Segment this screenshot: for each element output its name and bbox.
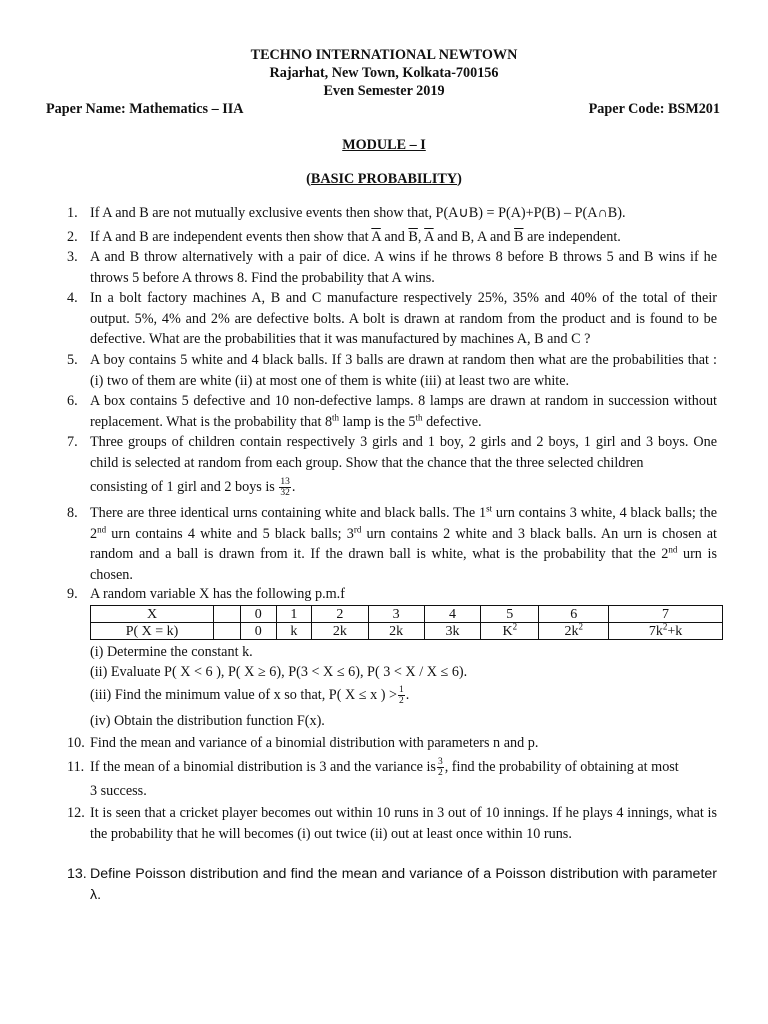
question-4-text: In a bolt factory machines A, B and C manufacture respectively 25%, 35% and 40% of the total of their output. 5%, 4% and 2% are defective bolts. A bolt is drawn at random from the product and is found to be defective. What are the probabilities that it was manufactured by machines A, B and C ? — [90, 290, 717, 347]
question-1: 1. If A and B are not mutually exclusive events then show that, P(A∪B) = P(A)+P(B) – P(A∩B). — [67, 203, 717, 224]
institute-address: Rajarhat, New Town, Kolkata-700156 — [269, 65, 499, 81]
question-7: 7. Three groups of children contain respectively 3 girls and 1 boy, 2 girls and 2 boys, 1 girl and 3 boys. One child is selected at random from each group. Show that the chance that the three selected children consisting of 1 girl and 2 boys is $\frac{13}{32}$ . — [67, 434, 717, 499]
question-8: 8. There are three identical urns containing white and black balls. The 1st urn contains 3 white, 4 black balls; the 2nd urn contains 4 white and 5 black balls; 3rd urn contains 2 white and 3 black balls. An urn is chosen at random and a ball is drawn from it. If the drawn ball is white, what is the probability that the 2nd urn is chosen. — [67, 503, 717, 585]
question-9-text: A random variable X has the following p.m.f — [90, 586, 345, 602]
q9-part-iv: (iv) Obtain the distribution function F(x). — [90, 713, 325, 729]
question-5: 5. A boy contains 5 white and 4 black balls. If 3 balls are drawn at random then what are the probabilities that : (i) two of them are white (ii) at most one of them is white (iii) at least two are white. — [67, 350, 717, 391]
paper-name: Paper Name: Mathematics – IIA — [46, 101, 244, 117]
question-1-text: If A and B are not mutually exclusive events then show that, P(A∪B) = P(A)+P(B) – P(A∩B). — [90, 205, 626, 221]
question-11: 11. If the mean of a binomial distribution is 3 and the variance is $\frac{3}{2}$ , find the probability of obtaining at most 3 success. — [67, 757, 717, 802]
table-cell: 2k — [312, 623, 368, 640]
table-cell: 2 — [312, 606, 368, 623]
q9-part-ii: (ii) Evaluate P( X < 6 ), P( X ≥ 6), P(3 < X ≤ 6), P( 3 < X / X ≤ 6). — [90, 664, 468, 680]
question-6: 6. A box contains 5 defective and 10 non-defective lamps. 8 lamps are drawn at random in succession without replacement. What is the probability that 8th lamp is the 5th defective. — [67, 391, 717, 432]
table-cell: 3k — [424, 623, 480, 640]
topic-text: BASIC PROBABILITY — [310, 171, 458, 187]
table-cell: 1 — [276, 606, 312, 623]
table-cell: 2k — [368, 623, 424, 640]
q9-part-iii: (iii) Find the minimum value of x so that, P( X ≤ x ) > $\frac{1}{2}$ . — [90, 685, 410, 707]
table-cell: 3 — [368, 606, 424, 623]
question-3: 3. A and B throw alternatively with a pair of dice. A wins if he throws 8 before B throws 5 and B wins if he throws 5 before A throws 8. Find the probability that A wins. — [67, 247, 717, 288]
question-7-text: Three groups of children contain respectively 3 girls and 1 boy, 2 girls and 2 boys, 1 girl and 3 boys. One child is selected at random from each group. Show that the chance that the three selected children consisting of 1 girl and 2 boys is $\frac{13}{32}$ . — [90, 434, 717, 499]
question-10: 10. Find the mean and variance of a binomial distribution with parameters n and p. — [67, 733, 717, 754]
question-11-text: If the mean of a binomial distribution is 3 and the variance is $\frac{3}{2}$ , find the probability of obtaining at most 3 success. — [90, 757, 679, 800]
question-12: 12. It is seen that a cricket player becomes out within 10 runs in 3 out of 10 innings. If he plays 4 innings, what is the probability that he will becomes (i) out twice (ii) out at least once within 10 runs. — [67, 803, 717, 844]
table-cell: k — [276, 623, 312, 640]
table-row — [91, 623, 723, 640]
table-cell: $K^2$ — [481, 623, 539, 640]
question-12-text: It is seen that a cricket player becomes out within 10 runs in 3 out of 10 innings. If he plays 4 innings, what is the probability that he will becomes (i) out twice (ii) out at least once within 10 runs. — [90, 805, 717, 842]
institute-name: TECHNO INTERNATIONAL NEWTOWN — [250, 47, 518, 63]
table-header-p: P( X = k) — [91, 623, 214, 640]
semester: Even Semester 2019 — [323, 83, 445, 99]
table-cell: 4 — [424, 606, 480, 623]
table-cell: 0 — [241, 623, 277, 640]
module-title: MODULE – I — [342, 137, 426, 153]
table-header-x: X — [91, 606, 214, 623]
fraction-1-2: $\frac{1}{2}$ — [399, 685, 404, 707]
table-cell: 5 — [481, 606, 539, 623]
fraction-3-2: $\frac{3}{2}$ — [437, 757, 443, 779]
fraction-13-32: $\frac{13}{32}$ — [280, 477, 290, 499]
question-2-text: If A and B are independent events then show that $\overline{A}$ and $\overline{B}$, $\overline{A}$ and B, A and $\overline{B}$ are independent. — [90, 229, 621, 245]
question-3-text: A and B throw alternatively with a pair of dice. A wins if he throws 8 before B throws 5 and B wins if he throws 5 before A throws 8. Find the probability that A wins. — [90, 249, 717, 286]
table-cell: 7 — [609, 606, 723, 623]
pmf-table — [90, 605, 723, 640]
paper-code: Paper Code: BSM201 — [588, 101, 720, 117]
table-cell: 6 — [539, 606, 609, 623]
table-cell: 0 — [241, 606, 277, 623]
q9-part-i: (i) Determine the constant k. — [90, 644, 253, 660]
table-cell: $7k^2+k$ — [609, 623, 723, 640]
question-6-text: A box contains 5 defective and 10 non-defective lamps. 8 lamps are drawn at random in succession without replacement. What is the probability that 8th lamp is the 5th defective. — [90, 393, 717, 430]
question-8-text: There are three identical urns containing white and black balls. The 1st urn contains 3 white, 4 black balls; the 2nd urn contains 4 white and 5 black balls; 3rd urn contains 2 white and 3 black balls. An urn is chosen at random and a ball is drawn from it. If the drawn ball is white, what is the probability that the 2nd urn is chosen. — [90, 503, 717, 583]
question-4: 4. In a bolt factory machines A, B and C manufacture respectively 25%, 35% and 40% of the total of their output. 5%, 4% and 2% are defective bolts. A bolt is drawn at random from the product and is found to be defective. What are the probabilities that it was manufactured by machines A, B and C ? — [67, 288, 717, 350]
question-10-text: Find the mean and variance of a binomial distribution with parameters n and p. — [90, 735, 539, 751]
question-2: 2. If A and B are independent events then show that $\overline{A}$ and $\overline{B}$, $\overline{A}$ and B, A and $\overline{B}$ are independent. — [67, 227, 717, 248]
question-13: 13. Define Poisson distribution and find the mean and variance of a Poisson distribution with parameter λ. — [67, 864, 717, 905]
topic-title: (BASIC PROBABILITY) — [306, 171, 462, 187]
question-13-text: Define Poisson distribution and find the mean and variance of a Poisson distribution with parameter λ. — [90, 866, 717, 903]
table-row — [91, 606, 723, 623]
paper-info-row — [46, 101, 720, 118]
table-cell: $2k^2$ — [539, 623, 609, 640]
question-5-text: A boy contains 5 white and 4 black balls. If 3 balls are drawn at random then what are the probabilities that : (i) two of them are white (ii) at most one of them is white (iii) at least two are white. — [90, 352, 717, 389]
question-9: 9. A random variable X has the following p.m.f — [67, 584, 717, 605]
